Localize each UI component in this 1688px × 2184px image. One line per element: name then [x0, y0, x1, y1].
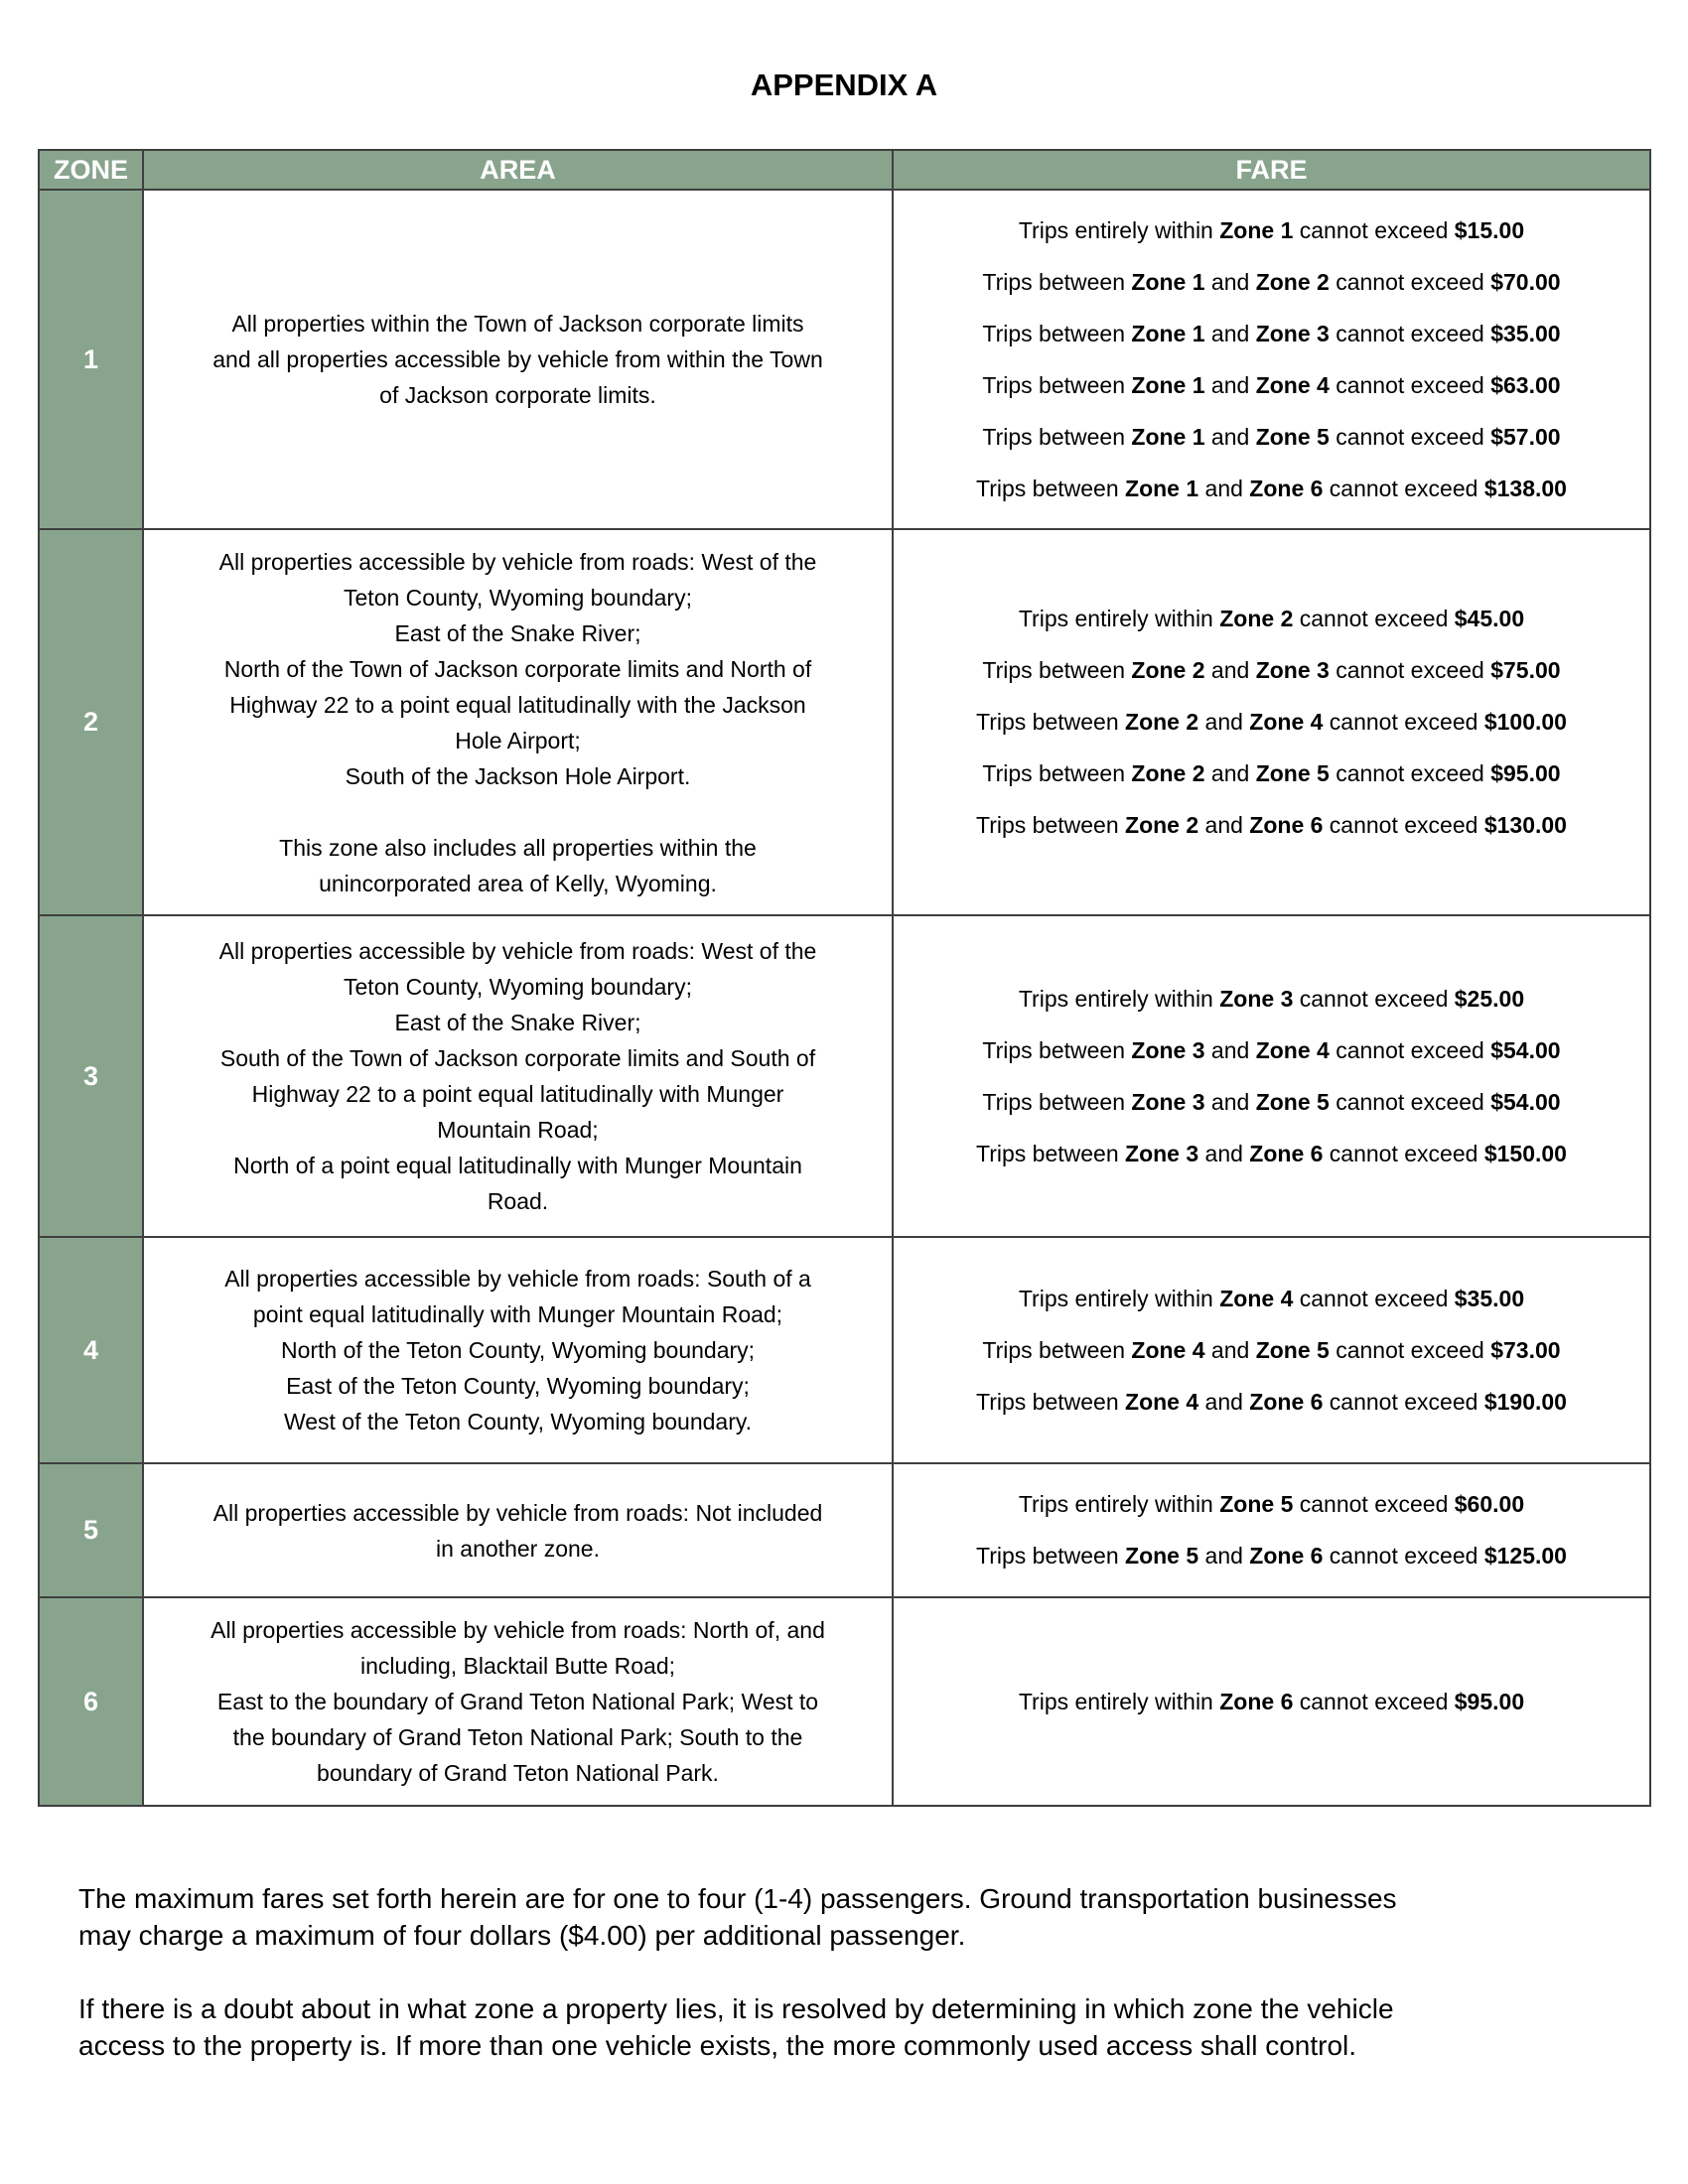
- fare-bold-text: Zone 3: [1255, 320, 1330, 346]
- fare-bold-text: Zone 4: [1255, 1036, 1330, 1063]
- area-line: North of the Teton County, Wyoming boundary;: [280, 1337, 756, 1363]
- area-line: All properties accessible by vehicle from roads: South of a: [224, 1266, 811, 1292]
- fare-bold-text: Zone 3: [1219, 985, 1294, 1012]
- area-line: including, Blacktail Butte Road;: [359, 1653, 676, 1679]
- fare-text: cannot exceed: [1293, 1285, 1455, 1311]
- fare-bold-text: Zone 1: [1131, 320, 1205, 346]
- fare-text: Trips entirely within: [1018, 985, 1220, 1012]
- fare-bold-text: Zone 2: [1125, 709, 1199, 735]
- fare-bold-text: $57.00: [1490, 423, 1561, 450]
- fare-bold-text: $100.00: [1483, 709, 1567, 735]
- area-line: Mountain Road;: [437, 1117, 599, 1143]
- table-row: [40, 1462, 1649, 1596]
- fare-bold-text: Zone 6: [1219, 1688, 1294, 1714]
- fare-cell: [894, 914, 1649, 1236]
- fare-line: [976, 710, 1567, 735]
- area-line: Hole Airport;: [455, 727, 581, 753]
- fare-text: Trips between: [982, 1088, 1132, 1115]
- fare-bold-text: Zone 6: [1249, 1388, 1324, 1415]
- fare-bold-text: $63.00: [1490, 371, 1561, 398]
- fare-text: cannot exceed: [1329, 657, 1491, 683]
- fare-bold-text: Zone 6: [1249, 1140, 1324, 1166]
- fare-text: Trips between: [982, 320, 1132, 346]
- fare-text: and: [1204, 1036, 1256, 1063]
- zone-number-cell: 5: [40, 1462, 144, 1596]
- fare-text: Trips between: [982, 760, 1132, 786]
- fare-bold-text: Zone 2: [1131, 760, 1205, 786]
- fare-cell: [894, 528, 1649, 914]
- fare-text: cannot exceed: [1329, 423, 1491, 450]
- fare-text: Trips between: [982, 657, 1132, 683]
- footer-paragraph-2: [78, 1990, 1588, 2064]
- fare-line: [976, 813, 1567, 838]
- fare-text: Trips entirely within: [1018, 216, 1220, 243]
- fare-text: and: [1198, 1543, 1250, 1569]
- fare-text: cannot exceed: [1329, 760, 1491, 786]
- fare-cell: [894, 1596, 1649, 1805]
- fare-text: cannot exceed: [1293, 1491, 1455, 1517]
- area-line: East of the Snake River;: [394, 619, 641, 646]
- fare-text: and: [1204, 268, 1256, 295]
- fare-line: [1019, 987, 1524, 1012]
- fare-bold-text: Zone 3: [1131, 1036, 1205, 1063]
- area-line: This zone also includes all properties within the: [279, 834, 757, 861]
- fare-line: [1019, 218, 1524, 243]
- fare-text: cannot exceed: [1323, 1140, 1484, 1166]
- fare-bold-text: $73.00: [1490, 1336, 1561, 1363]
- fare-line: [982, 1038, 1560, 1063]
- header-cell-fare: FARE: [894, 151, 1649, 189]
- fare-zone-table: [38, 149, 1651, 1807]
- fare-text: cannot exceed: [1329, 268, 1491, 295]
- fare-bold-text: $150.00: [1483, 1140, 1567, 1166]
- fare-text: cannot exceed: [1323, 1543, 1484, 1569]
- zone-number-cell: 3: [40, 914, 144, 1236]
- fare-text: cannot exceed: [1323, 475, 1484, 501]
- fare-text: Trips between: [976, 1140, 1126, 1166]
- fare-bold-text: Zone 3: [1131, 1088, 1205, 1115]
- fare-text: Trips between: [976, 812, 1126, 838]
- fare-line: [976, 477, 1567, 501]
- fare-cell: [894, 1462, 1649, 1596]
- fare-text: and: [1204, 371, 1256, 398]
- fare-bold-text: $95.00: [1454, 1688, 1525, 1714]
- table-header-row: [40, 151, 1649, 189]
- fare-text: Trips between: [982, 1036, 1132, 1063]
- zone-number-cell: 1: [40, 189, 144, 528]
- fare-text: and: [1198, 1388, 1250, 1415]
- fare-line: [1019, 1492, 1524, 1517]
- table-row: [40, 189, 1649, 528]
- fare-bold-text: $125.00: [1483, 1543, 1567, 1569]
- fare-text: cannot exceed: [1329, 320, 1491, 346]
- fare-text: and: [1204, 1336, 1256, 1363]
- area-line: the boundary of Grand Teton National Park; South to the: [232, 1724, 803, 1750]
- fare-text: cannot exceed: [1329, 371, 1491, 398]
- fare-line: [982, 425, 1560, 450]
- fare-bold-text: $15.00: [1454, 216, 1525, 243]
- fare-text: and: [1204, 320, 1256, 346]
- table-row: [40, 528, 1649, 914]
- fare-text: cannot exceed: [1293, 606, 1455, 631]
- fare-bold-text: $95.00: [1490, 760, 1561, 786]
- fare-bold-text: Zone 5: [1125, 1543, 1199, 1569]
- area-cell: [144, 1462, 894, 1596]
- fare-bold-text: $35.00: [1490, 320, 1561, 346]
- table-body: [40, 189, 1649, 1805]
- area-line: of Jackson corporate limits.: [379, 382, 656, 408]
- area-cell: [144, 528, 894, 914]
- fare-text: cannot exceed: [1323, 812, 1484, 838]
- fare-bold-text: $45.00: [1454, 606, 1525, 631]
- footer-line: The maximum fares set forth herein are for one to four (1-4) passengers. Ground transportation businesses: [78, 1883, 1397, 1914]
- fare-bold-text: Zone 5: [1255, 1088, 1330, 1115]
- area-cell: [144, 914, 894, 1236]
- fare-bold-text: Zone 1: [1131, 423, 1205, 450]
- fare-bold-text: $190.00: [1483, 1388, 1567, 1415]
- fare-bold-text: Zone 1: [1125, 475, 1199, 501]
- zone-number-cell: 2: [40, 528, 144, 914]
- fare-text: Trips between: [982, 371, 1132, 398]
- fare-bold-text: $138.00: [1483, 475, 1567, 501]
- area-line: North of the Town of Jackson corporate limits and North of: [223, 655, 812, 682]
- fare-bold-text: $54.00: [1490, 1036, 1561, 1063]
- fare-text: and: [1204, 760, 1256, 786]
- fare-bold-text: Zone 5: [1255, 760, 1330, 786]
- fare-text: cannot exceed: [1293, 1688, 1455, 1714]
- fare-bold-text: Zone 1: [1219, 216, 1294, 243]
- area-line: Road.: [487, 1188, 549, 1214]
- fare-text: cannot exceed: [1323, 1388, 1484, 1415]
- area-line: All properties accessible by vehicle from roads: West of the: [218, 548, 817, 575]
- fare-text: and: [1198, 812, 1250, 838]
- fare-bold-text: Zone 4: [1255, 371, 1330, 398]
- fare-line: [982, 1090, 1560, 1115]
- fare-bold-text: $70.00: [1490, 268, 1561, 295]
- fare-text: cannot exceed: [1323, 709, 1484, 735]
- area-line: unincorporated area of Kelly, Wyoming.: [319, 870, 717, 896]
- fare-bold-text: $60.00: [1454, 1491, 1525, 1517]
- fare-text: Trips between: [982, 268, 1132, 295]
- zone-number-cell: 6: [40, 1596, 144, 1805]
- fare-text: and: [1204, 423, 1256, 450]
- fare-text: Trips entirely within: [1018, 1688, 1220, 1714]
- area-line: East of the Teton County, Wyoming boundary;: [286, 1373, 750, 1399]
- fare-bold-text: Zone 4: [1219, 1285, 1294, 1311]
- area-line: boundary of Grand Teton National Park.: [317, 1760, 719, 1786]
- fare-line: [982, 761, 1560, 786]
- fare-line: [982, 1338, 1560, 1363]
- fare-text: and: [1198, 1140, 1250, 1166]
- fare-text: Trips between: [976, 475, 1126, 501]
- fare-line: [1019, 1287, 1524, 1311]
- fare-bold-text: Zone 1: [1131, 371, 1205, 398]
- header-cell-area: AREA: [144, 151, 894, 189]
- fare-bold-text: Zone 2: [1219, 606, 1294, 631]
- fare-text: Trips between: [982, 423, 1132, 450]
- fare-bold-text: Zone 3: [1125, 1140, 1199, 1166]
- area-line: South of the Jackson Hole Airport.: [345, 762, 691, 789]
- area-line: All properties accessible by vehicle from roads: North of, and: [211, 1617, 825, 1643]
- fare-text: and: [1198, 709, 1250, 735]
- fare-line: [1019, 607, 1524, 631]
- fare-bold-text: Zone 2: [1125, 812, 1199, 838]
- fare-line: [982, 322, 1560, 346]
- fare-text: and: [1198, 475, 1250, 501]
- fare-line: [982, 658, 1560, 683]
- area-cell: [144, 1596, 894, 1805]
- fare-bold-text: Zone 5: [1255, 423, 1330, 450]
- area-line: Highway 22 to a point equal latitudinally with the Jackson: [229, 691, 806, 718]
- area-line: Teton County, Wyoming boundary;: [344, 974, 692, 1000]
- header-cell-zone: ZONE: [40, 151, 144, 189]
- area-line: point equal latitudinally with Munger Mountain Road;: [252, 1301, 783, 1327]
- footer-line: If there is a doubt about in what zone a property lies, it is resolved by determining in which zone the vehicle: [78, 1993, 1394, 2024]
- fare-bold-text: Zone 1: [1131, 268, 1205, 295]
- area-line: and all properties accessible by vehicle from within the Town: [212, 346, 823, 372]
- fare-text: cannot exceed: [1293, 216, 1455, 243]
- fare-line: [976, 1142, 1567, 1166]
- area-line: East to the boundary of Grand Teton National Park; West to: [216, 1689, 819, 1714]
- footer-paragraph-1: [78, 1880, 1588, 1954]
- fare-text: Trips between: [976, 1543, 1126, 1569]
- fare-cell: [894, 189, 1649, 528]
- footer-notes: [78, 1880, 1588, 2064]
- footer-line: access to the property is. If more than one vehicle exists, the more commonly used access shall control.: [78, 2030, 1357, 2061]
- fare-bold-text: Zone 4: [1131, 1336, 1205, 1363]
- table-row: [40, 914, 1649, 1236]
- fare-bold-text: Zone 4: [1249, 709, 1324, 735]
- area-line: All properties accessible by vehicle from roads: Not included: [212, 1499, 823, 1526]
- footer-line: may charge a maximum of four dollars ($4.00) per additional passenger.: [78, 1920, 966, 1951]
- fare-bold-text: Zone 5: [1255, 1336, 1330, 1363]
- area-line: [514, 794, 520, 830]
- fare-text: Trips between: [982, 1336, 1132, 1363]
- fare-bold-text: $130.00: [1483, 812, 1567, 838]
- table-row: [40, 1596, 1649, 1805]
- zone-number-cell: 4: [40, 1236, 144, 1462]
- fare-bold-text: $25.00: [1454, 985, 1525, 1012]
- area-line: Teton County, Wyoming boundary;: [344, 584, 692, 611]
- fare-text: Trips entirely within: [1018, 1491, 1220, 1517]
- fare-text: cannot exceed: [1329, 1088, 1491, 1115]
- fare-text: Trips entirely within: [1018, 606, 1220, 631]
- area-line: West of the Teton County, Wyoming boundary.: [283, 1409, 753, 1434]
- fare-text: and: [1204, 657, 1256, 683]
- fare-text: cannot exceed: [1329, 1336, 1491, 1363]
- fare-cell: [894, 1236, 1649, 1462]
- fare-bold-text: Zone 2: [1131, 657, 1205, 683]
- area-line: All properties within the Town of Jackson corporate limits: [231, 311, 804, 337]
- page-title: APPENDIX A: [750, 68, 938, 102]
- area-line: in another zone.: [436, 1535, 600, 1562]
- fare-bold-text: Zone 6: [1249, 475, 1324, 501]
- area-line: Highway 22 to a point equal latitudinally with Munger: [251, 1081, 784, 1107]
- fare-bold-text: $35.00: [1454, 1285, 1525, 1311]
- fare-bold-text: $75.00: [1490, 657, 1561, 683]
- fare-line: [1019, 1690, 1524, 1714]
- area-line: All properties accessible by vehicle from roads: West of the: [218, 938, 817, 964]
- fare-text: and: [1204, 1088, 1256, 1115]
- fare-bold-text: $54.00: [1490, 1088, 1561, 1115]
- fare-bold-text: Zone 6: [1249, 1543, 1324, 1569]
- fare-line: [976, 1544, 1567, 1569]
- fare-text: Trips between: [976, 709, 1126, 735]
- fare-bold-text: Zone 2: [1255, 268, 1330, 295]
- fare-text: Trips between: [976, 1388, 1126, 1415]
- area-cell: [144, 189, 894, 528]
- fare-text: cannot exceed: [1293, 985, 1455, 1012]
- fare-bold-text: Zone 5: [1219, 1491, 1294, 1517]
- fare-text: Trips entirely within: [1018, 1285, 1220, 1311]
- area-line: East of the Snake River;: [394, 1010, 641, 1035]
- fare-line: [982, 373, 1560, 398]
- table-row: [40, 1236, 1649, 1462]
- fare-line: [976, 1390, 1567, 1415]
- fare-line: [982, 270, 1560, 295]
- area-cell: [144, 1236, 894, 1462]
- fare-bold-text: Zone 4: [1125, 1388, 1199, 1415]
- fare-bold-text: Zone 6: [1249, 812, 1324, 838]
- fare-bold-text: Zone 3: [1255, 657, 1330, 683]
- area-line: North of a point equal latitudinally with Munger Mountain: [233, 1153, 802, 1178]
- fare-text: cannot exceed: [1329, 1036, 1491, 1063]
- area-line: South of the Town of Jackson corporate limits and South of: [219, 1045, 816, 1071]
